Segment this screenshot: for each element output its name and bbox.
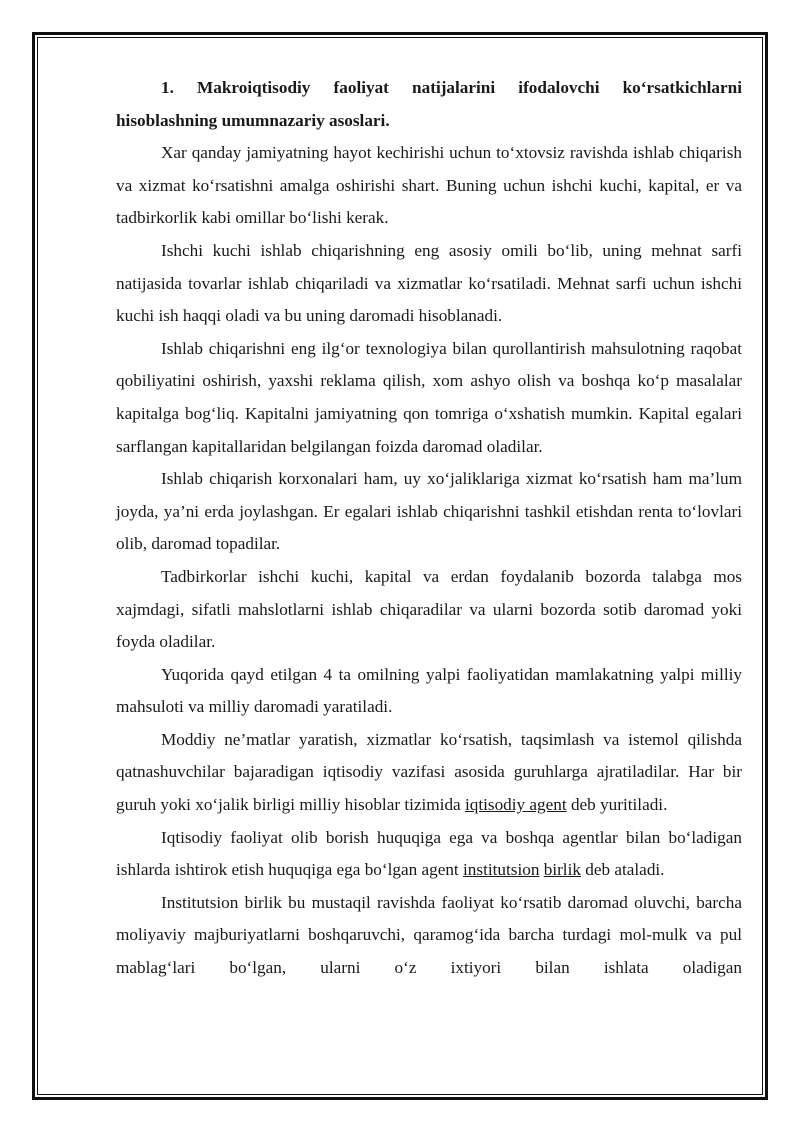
paragraph-7-text-start: Moddiy ne’matlar yaratish, xizmatlar ko‘rsatish, taqsimlash va istemol qilishda qatnashuvchilar bajaradigan iqtisodiy vazifasi asosida guruhlarga ajratiladilar. Har bir guruh yoki xo‘jalik birligi milliy hisoblar tizimida	[116, 729, 742, 815]
term-iqtisodiy-agent: iqtisodiy agent	[464, 795, 567, 815]
paragraph-2: Ishchi kuchi ishlab chiqarishning eng asosiy omili bo‘lib, uning mehnat sarfi natijasida tovarlar ishlab chiqariladi va xizmatlar ko‘rsatiladi. Mehnat sarfi uchun ishchi kuchi ish haqqi oladi va bu uning daromadi hisoblanadi.	[116, 240, 742, 326]
paragraph-4: Ishlab chiqarish korxonalari ham, uy xo‘jaliklariga xizmat ko‘rsatish ham ma’lum joyda, ya’ni erda joylashgan. Er egalari ishlab chiqarishni tashkil etishdan renta to‘lovlari olib, daromad topadilar.	[116, 469, 742, 554]
paragraph-7-text-end: deb yuritiladi.	[566, 795, 668, 815]
paragraph-1: Xar qanday jamiyatning hayot kechirishi uchun to‘xtovsiz ravishda ishlab chiqarish va xizmat ko‘rsatishni amalga oshirishi shart. Buning uchun ishchi kuchi, kapital, er va tadbirkorlik kabi omillar bo‘lishi kerak.	[116, 143, 742, 228]
term-institutsion: institutsion	[463, 860, 540, 880]
paragraph-8	[116, 822, 742, 887]
paragraph-9: Institutsion birlik bu mustaqil ravishda faoliyat ko‘rsatib daromad oluvchi, barcha moliyaviy majburiyatlarni boshqaruvchi, qaramog‘ida barcha turdagi mol-mulk va pul mablag‘lari bo‘lgan, ularni o‘z ixtiyori bilan ishlata oladigan	[116, 892, 742, 978]
paragraph-5: Tadbirkorlar ishchi kuchi, kapital va erdan foydalanib bozorda talabga mos xajmdagi, sifatli mahslotlarni ishlab chiqaradilar va ularni bozorda sotib daromad yoki foyda oladilar.	[116, 566, 742, 652]
paragraph-8-text-start: Iqtisodiy faoliyat olib borish huquqiga ega va boshqa agentlar bilan bo‘ladigan ishlarda ishtirok etish huquqiga ega bo‘lgan agent	[116, 827, 742, 880]
document-body	[116, 72, 742, 985]
paragraph-3: Ishlab chiqarishni eng ilg‘or texnologiya bilan qurollantirish mahsulotning raqobat qobiliyatini oshirish, yaxshi reklama qilish, xom ashyo olish va boshqa ko‘p masalalar kapitalga bog‘liq. Kapitalni jamiyatning qon tomriga o‘xshatish mumkin. Kapital egalari sarflangan kapitallaridan belgilangan foizda daromad oladilar.	[116, 338, 742, 456]
term-birlik: birlik	[543, 860, 581, 880]
paragraph-6: Yuqorida qayd etilgan 4 ta omilning yalpi faoliyatidan mamlakatning yalpi milliy mahsuloti va milliy daromadi yaratiladi.	[116, 664, 742, 717]
paragraph-8-text-end: deb ataladi.	[580, 860, 665, 880]
paragraph-7	[116, 724, 742, 822]
section-heading: 1. Makroiqtisodiy faoliyat natijalarini ifodalovchi ko‘rsatkichlarni hisoblashning umumnazariy asoslari.	[116, 78, 742, 130]
